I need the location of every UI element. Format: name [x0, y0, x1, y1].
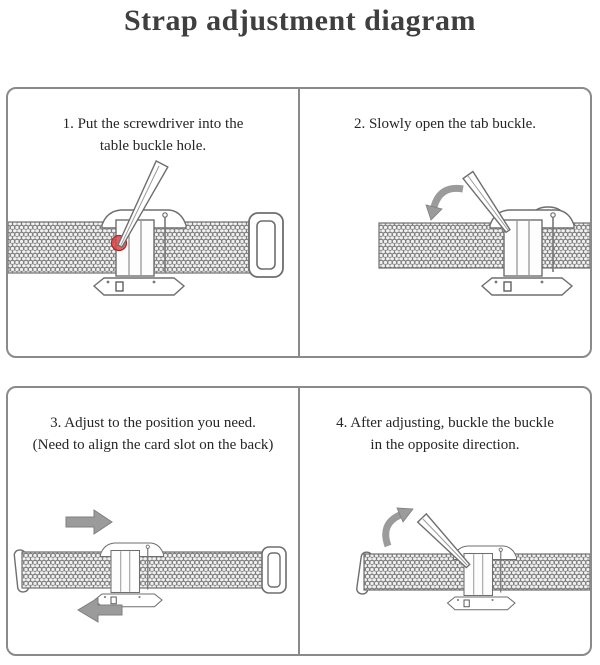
strap-illustration-step-4: [300, 466, 590, 654]
step-4-caption: [300, 388, 590, 466]
curved-arrow-icon: [426, 188, 463, 220]
instruction-row-bottom: [6, 386, 592, 656]
step-panel-1: [8, 89, 300, 356]
step-3-caption: [8, 388, 298, 466]
strap-loop-end: [249, 213, 283, 277]
strap-loop-end: [262, 547, 286, 593]
instruction-row-top: [6, 87, 592, 358]
step-2-caption: [300, 89, 590, 159]
step-1-caption: [8, 89, 298, 159]
step-2-line-1: 2. Slowly open the tab buckle.: [353, 116, 537, 132]
step-4-line-2: in the opposite direction.: [370, 437, 520, 453]
strap-illustration-step-1: [8, 159, 298, 356]
step-1-line-2: table buckle hole.: [99, 138, 207, 154]
diagram-title: Strap adjustment diagram: [123, 4, 476, 37]
step-3-line-1: 3. Adjust to the position you need.: [50, 415, 256, 431]
right-arrow-icon: [66, 510, 112, 534]
curved-arrow-icon: [386, 508, 413, 546]
step-panel-2: [300, 89, 590, 356]
strap-illustration-step-3: [8, 466, 298, 654]
step-1-line-1: 1. Put the screwdriver into the: [62, 116, 244, 132]
mesh-strap-band: [22, 552, 266, 588]
mesh-strap-band: [379, 223, 590, 268]
step-panel-3: [8, 388, 300, 654]
step-3-line-2: (Need to align the card slot on the back): [32, 437, 274, 453]
strap-illustration-step-2: [300, 159, 590, 356]
step-4-line-1: 4. After adjusting, buckle the buckle: [336, 415, 554, 431]
step-panel-4: [300, 388, 590, 654]
